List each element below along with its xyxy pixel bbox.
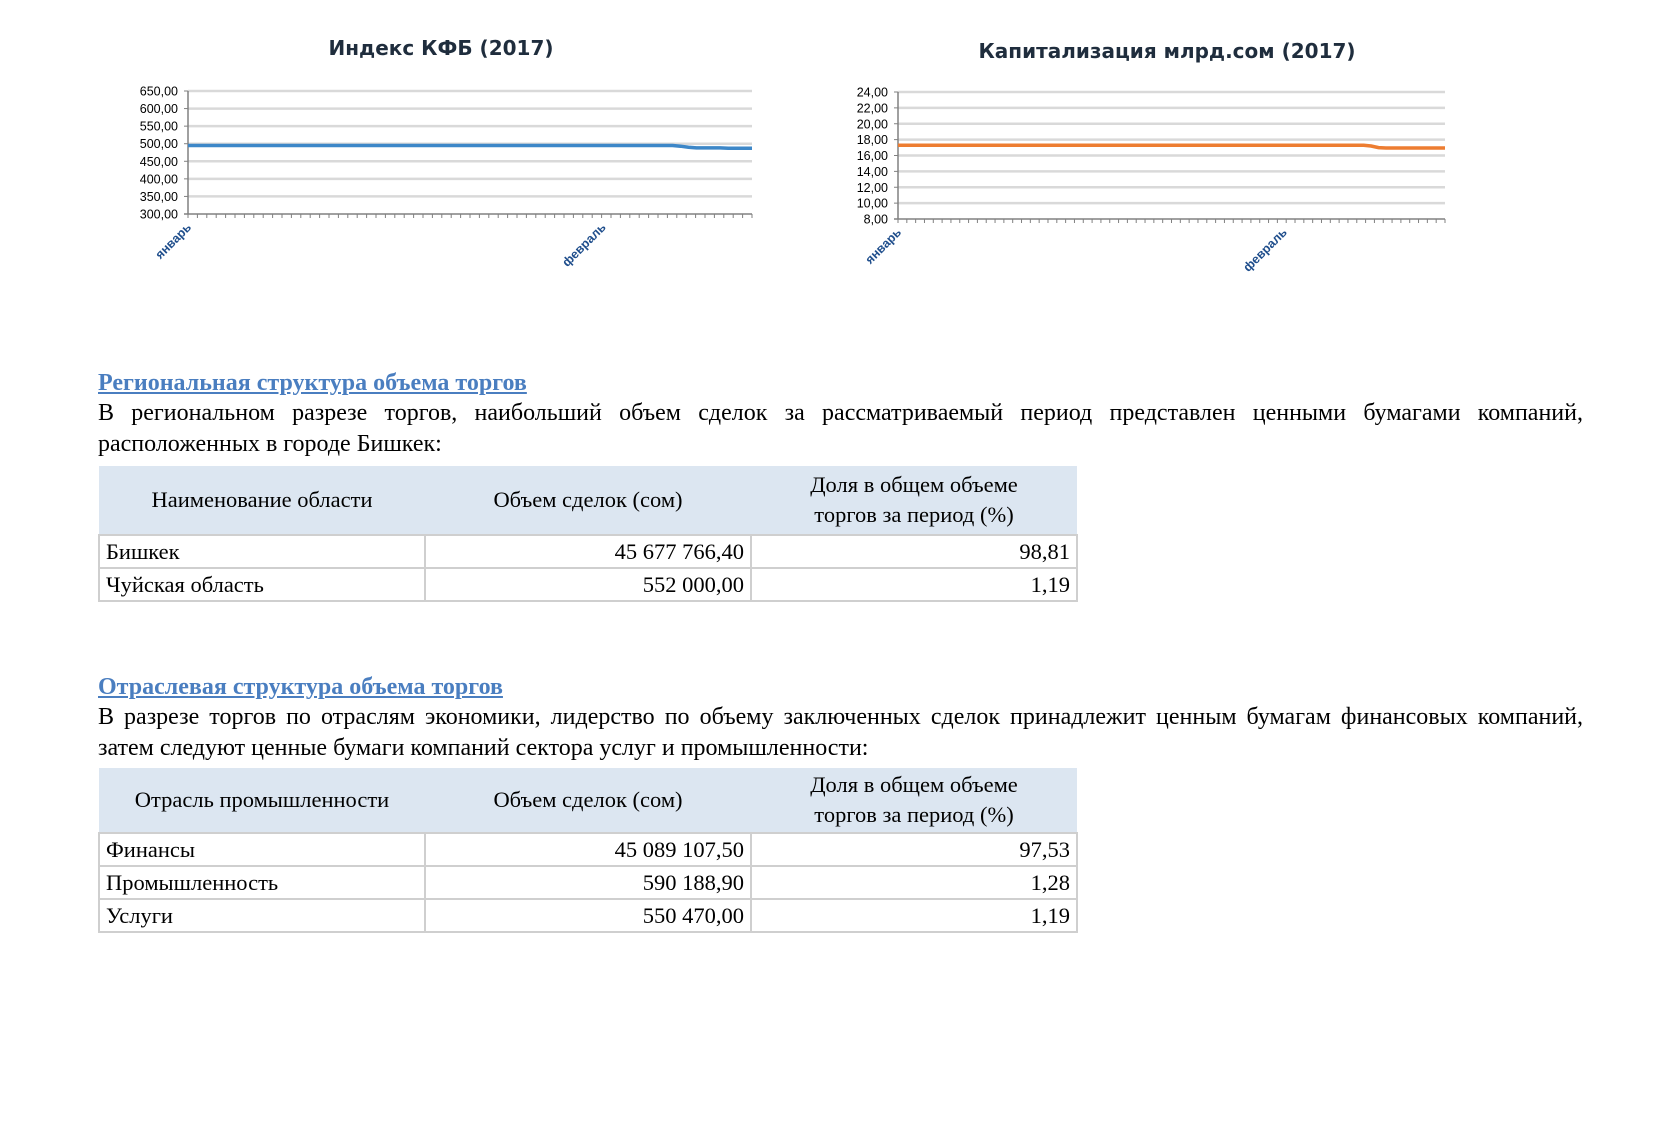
sector-volume: 590 188,90 (425, 866, 751, 899)
y-tick-label: 20,00 (856, 117, 888, 132)
regional-heading: Региональная структура объема торгов (98, 370, 527, 396)
capitalization-chart (850, 30, 1550, 320)
sectoral-paragraph: В разрезе торгов по отраслям экономики, лидерство по объему заключенных сделок принадлежит ценным бумагам финансовых компаний, затем следуют ценные бумаги компаний сектора услуг и промышленности: (98, 704, 1583, 761)
y-tick-label: 24,00 (856, 85, 888, 100)
sector-name: Промышленность (99, 866, 425, 899)
x-tick-label: январь (152, 220, 195, 262)
region-volume: 45 677 766,40 (425, 535, 751, 568)
y-tick-label: 300,00 (139, 207, 178, 222)
y-tick-label: 22,00 (856, 101, 888, 116)
header-volume: Объем сделок (сом) (425, 768, 751, 833)
header-share (751, 768, 1077, 833)
regional-section (98, 368, 1583, 460)
sector-name: Финансы (99, 833, 425, 866)
y-tick-label: 16,00 (856, 149, 888, 163)
region-volume: 552 000,00 (425, 568, 751, 601)
region-share: 1,19 (751, 568, 1077, 601)
sectoral-heading: Отраслевая структура объема торгов (98, 674, 503, 700)
y-tick-label: 600,00 (139, 102, 178, 117)
header-sector: Отрасль промышленности (99, 768, 425, 833)
x-tick-label: февраль (559, 220, 609, 270)
header-share-line1: Доля в общем объеме (810, 472, 1018, 497)
sector-volume: 550 470,00 (425, 899, 751, 932)
sector-share: 97,53 (751, 833, 1077, 866)
y-tick-label: 12,00 (856, 180, 888, 195)
table-row (99, 568, 1077, 601)
y-tick-label: 350,00 (139, 189, 178, 204)
region-name: Бишкек (99, 535, 425, 568)
y-tick-label: 400,00 (139, 172, 178, 187)
chart-title: Индекс КФБ (2017) (328, 36, 554, 60)
y-tick-label: 450,00 (139, 154, 178, 169)
region-name: Чуйская область (99, 568, 425, 601)
y-tick-label: 650,00 (139, 84, 178, 99)
x-tick-label: февраль (1240, 225, 1290, 275)
regional-paragraph: В региональном разрезе торгов, наибольший объем сделок за рассматриваемый период представлен ценными бумагами компаний, расположенных в городе Бишкек: (98, 400, 1583, 457)
x-tick-label: январь (862, 225, 905, 267)
chart-title: Капитализация млрд.сом (2017) (978, 39, 1356, 63)
kfb-index-chart (120, 25, 810, 315)
table-row (99, 899, 1077, 932)
sector-share: 1,28 (751, 866, 1077, 899)
table-row (99, 833, 1077, 866)
series-line (188, 146, 752, 149)
table-row (99, 535, 1077, 568)
y-tick-label: 18,00 (856, 133, 888, 148)
y-tick-label: 550,00 (139, 119, 178, 134)
sector-share: 1,19 (751, 899, 1077, 932)
y-tick-label: 14,00 (856, 164, 888, 179)
y-tick-label: 8,00 (863, 212, 888, 227)
header-volume: Объем сделок (сом) (425, 466, 751, 535)
table-header-row (99, 768, 1077, 833)
sector-volume: 45 089 107,50 (425, 833, 751, 866)
y-tick-label: 10,00 (856, 196, 888, 211)
sectoral-table (98, 768, 1078, 933)
header-share (751, 466, 1077, 535)
series-line (898, 145, 1445, 148)
header-share-line2: торгов за период (%) (814, 502, 1014, 527)
regional-table (98, 466, 1078, 602)
header-share-line1: Доля в общем объеме (810, 772, 1018, 797)
capitalization-chart-svg (850, 30, 1550, 320)
table-row (99, 866, 1077, 899)
kfb-index-chart-svg (120, 25, 810, 315)
header-share-line2: торгов за период (%) (814, 802, 1014, 827)
sector-name: Услуги (99, 899, 425, 932)
region-share: 98,81 (751, 535, 1077, 568)
header-region: Наименование области (99, 466, 425, 535)
sectoral-section (98, 672, 1583, 764)
y-tick-label: 500,00 (139, 137, 178, 152)
table-header-row (99, 466, 1077, 535)
